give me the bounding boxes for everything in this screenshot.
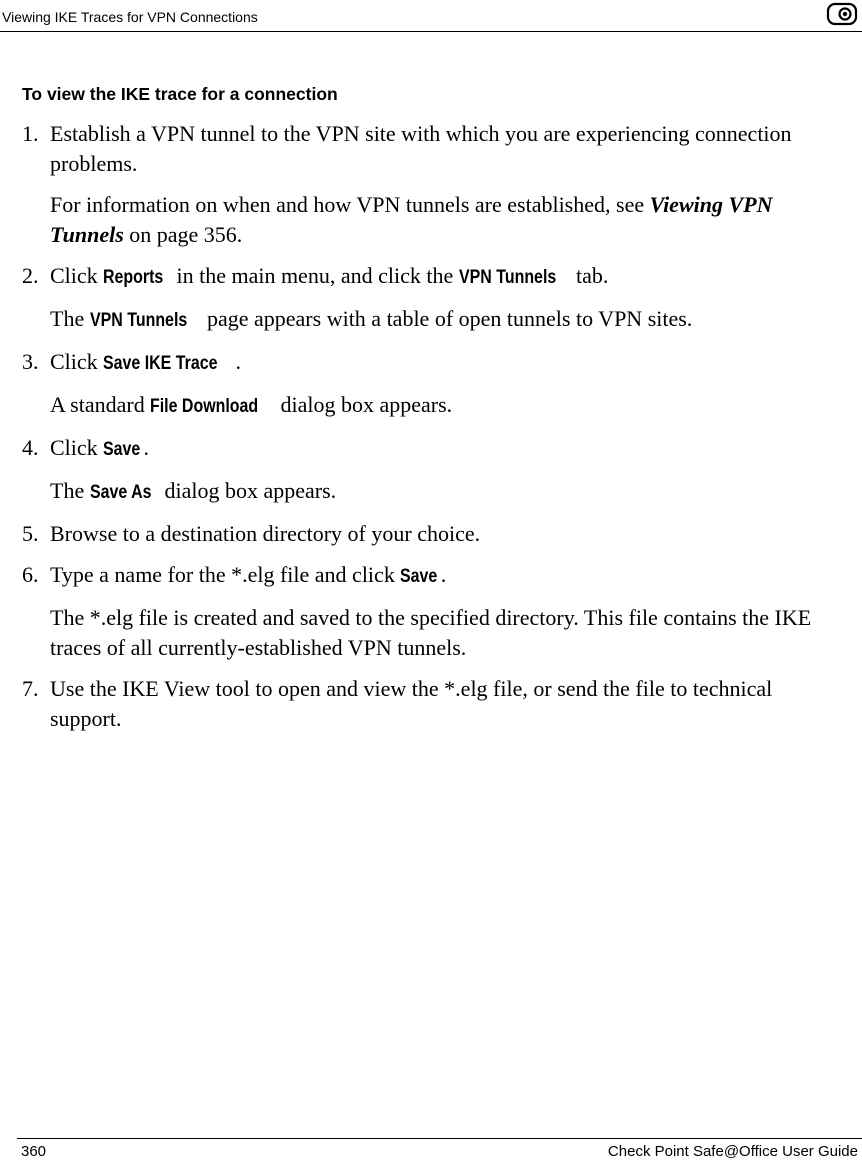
- page-number: 360: [21, 1143, 47, 1160]
- header-title: Viewing IKE Traces for VPN Connections: [2, 9, 258, 25]
- step-7: [0, 674, 862, 734]
- ui-term-reports: Reports: [103, 267, 164, 288]
- ui-term-file-download: File Download: [150, 396, 259, 417]
- step-2: 2. Click Reports in the main menu, and click the VPN Tunnels tab.: [0, 261, 862, 293]
- ui-term-save: Save: [400, 566, 438, 587]
- page-header: [0, 0, 862, 32]
- procedure-steps: [0, 119, 862, 745]
- step-5: [0, 519, 862, 549]
- step-1: [0, 119, 862, 179]
- ui-term-save-as: Save As: [89, 482, 152, 503]
- ui-term-save: Save: [103, 439, 141, 460]
- step-3: 3. Click Save IKE Trace .: [0, 347, 862, 379]
- step-number: 7.: [22, 676, 39, 701]
- ui-term-save-ike-trace: Save IKE Trace: [103, 353, 218, 374]
- step-3-note: A standard File Download dialog box appears.: [0, 390, 862, 422]
- step-4-note: The Save As dialog box appears.: [0, 476, 862, 508]
- step-text: Establish a VPN tunnel to the VPN site with which you are experiencing connection problems.: [50, 121, 792, 176]
- step-text: Use the IKE View tool to open and view the *.elg file, or send the file to technical support.: [50, 676, 773, 731]
- step-number: 4.: [22, 435, 39, 460]
- ui-term-vpn-tunnels: VPN Tunnels: [458, 267, 556, 288]
- step-number: 1.: [22, 121, 39, 146]
- step-6: 6. Type a name for the *.elg file and click Save .: [0, 560, 862, 592]
- step-number: 2.: [22, 263, 39, 288]
- step-4: 4. Click Save .: [0, 433, 862, 465]
- safe-at-office-logo-icon: [826, 2, 858, 26]
- step-6-note: The *.elg file is created and saved to the specified directory. This file contains the IKE traces of all currently-established VPN tunnels.: [50, 605, 812, 660]
- procedure-title: To view the IKE trace for a connection: [22, 84, 338, 104]
- step-2-note: The VPN Tunnels page appears with a table of open tunnels to VPN sites.: [0, 304, 862, 336]
- step-1-note: For information on when and how VPN tunnels are established, see Viewing VPN Tunnels on page 356.: [50, 192, 773, 247]
- step-text: Browse to a destination directory of your choice.: [50, 521, 481, 546]
- cross-reference-link[interactable]: Viewing VPN Tunnels: [50, 192, 773, 247]
- step-number: 6.: [22, 562, 39, 587]
- step-number: 3.: [22, 349, 39, 374]
- ui-term-vpn-tunnels: VPN Tunnels: [89, 310, 187, 331]
- page-footer: [17, 1138, 862, 1164]
- guide-title: Check Point Safe@Office User Guide: [607, 1143, 858, 1160]
- step-number: 5.: [22, 521, 39, 546]
